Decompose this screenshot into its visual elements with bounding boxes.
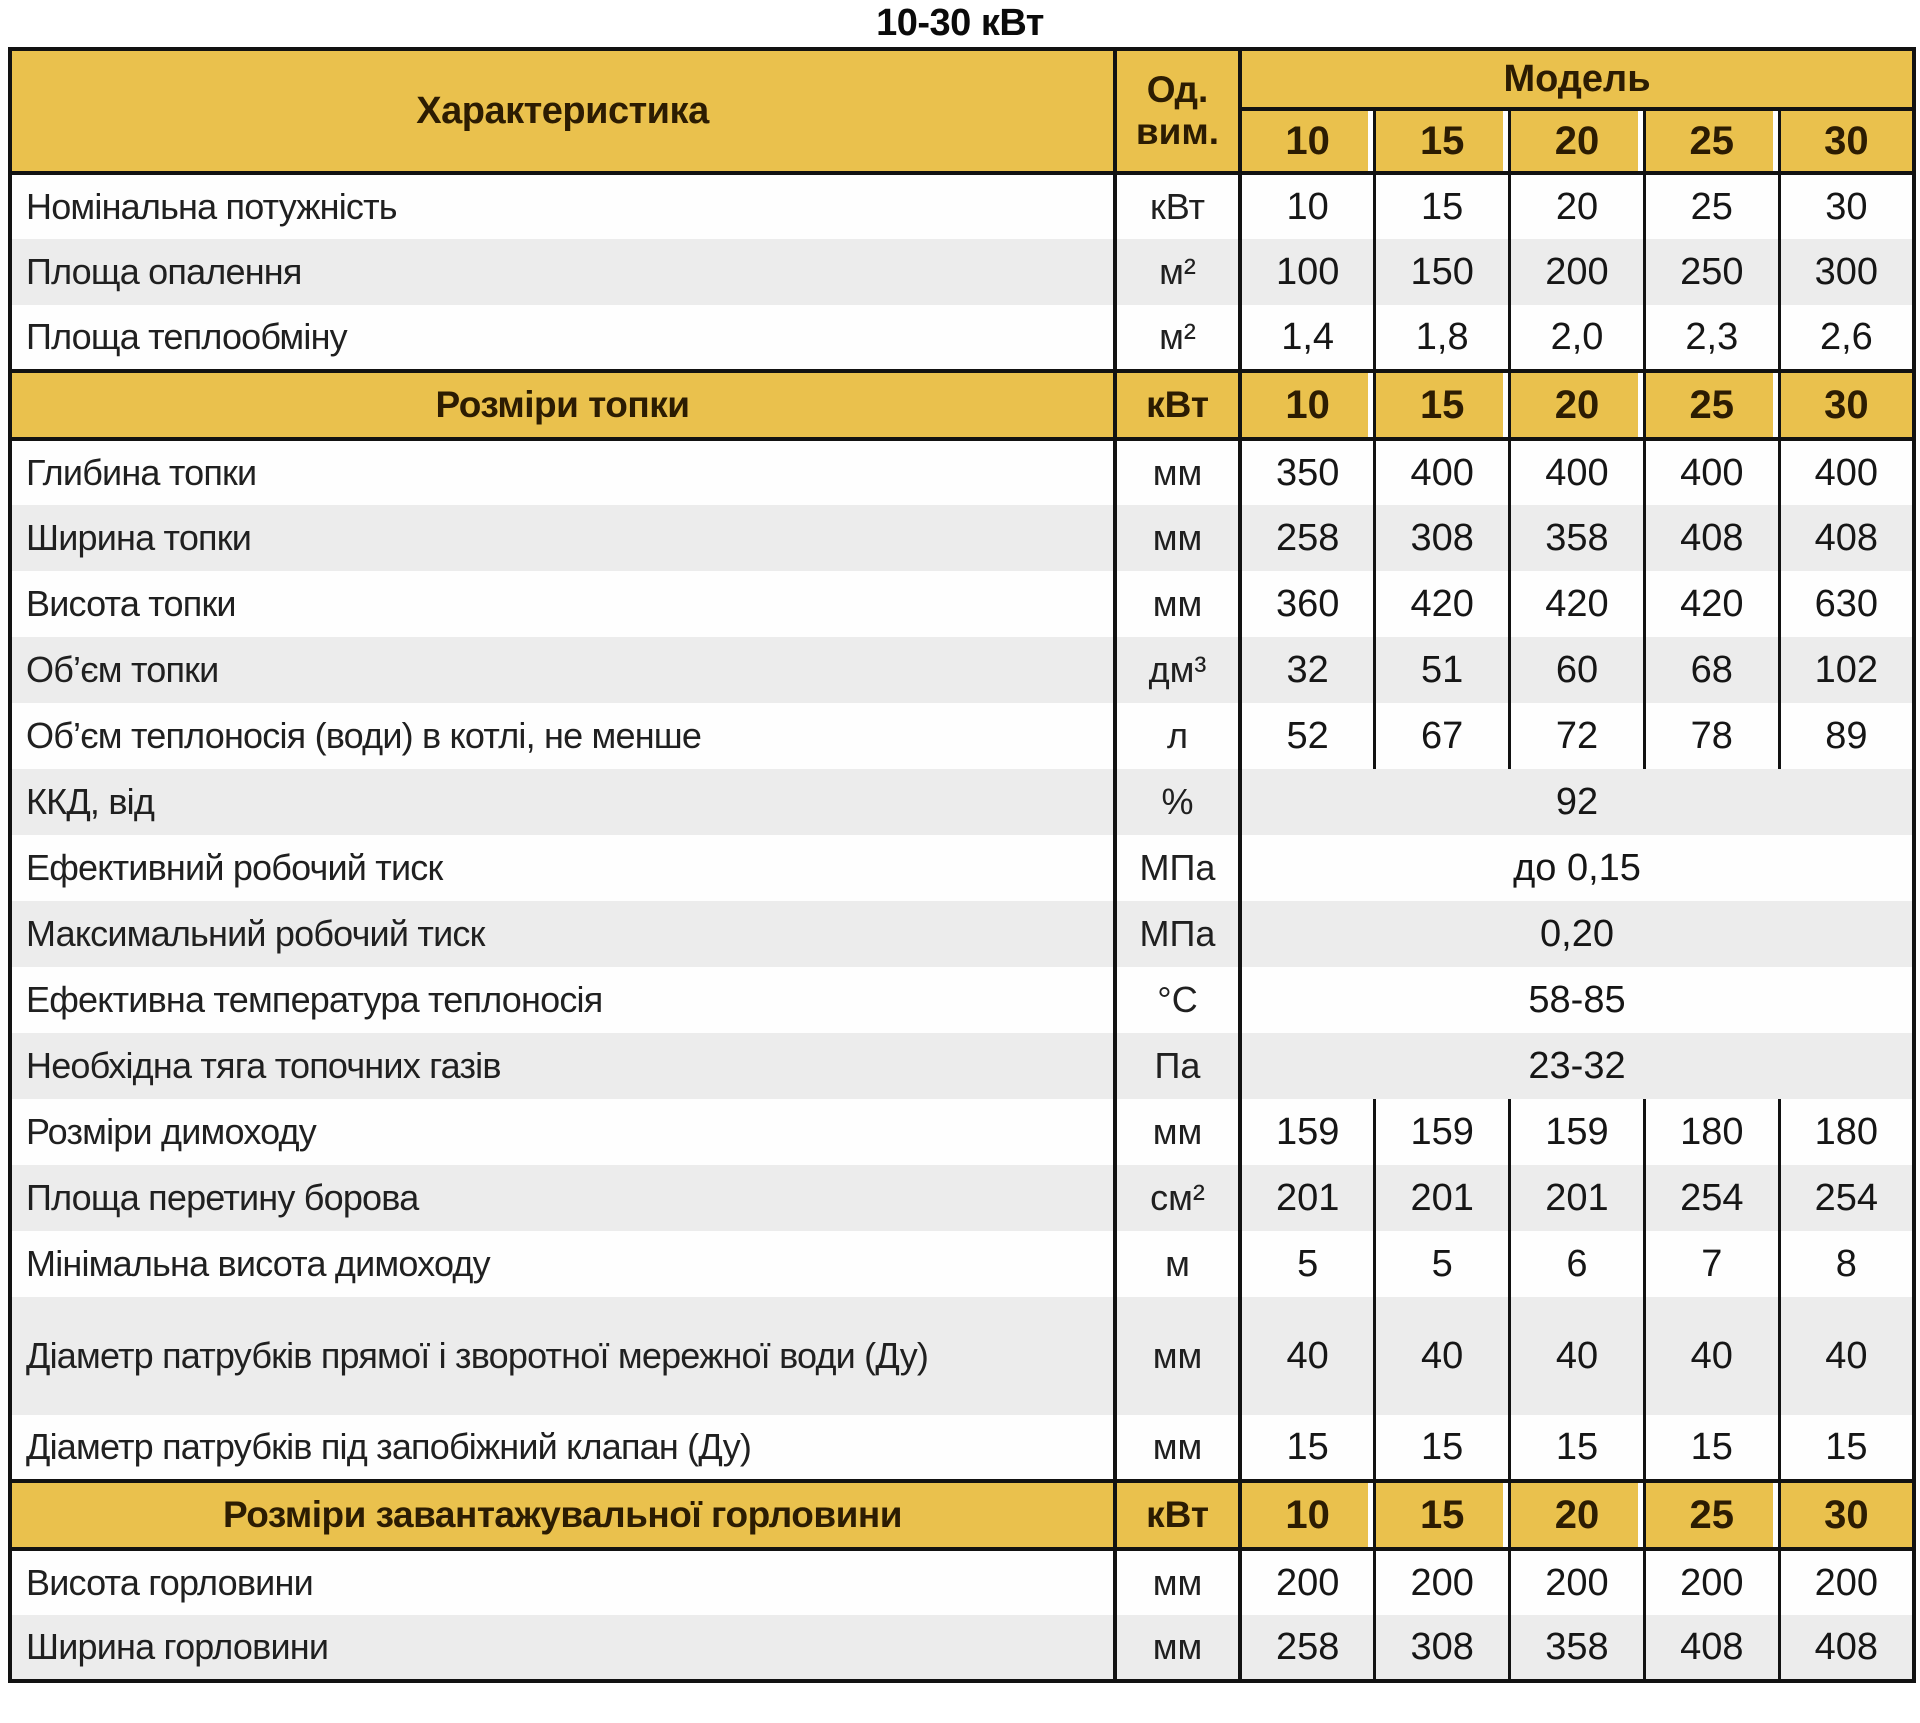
- value-cell: 5: [1375, 1231, 1510, 1297]
- table-row: [10, 1165, 1914, 1231]
- value-cell: 408: [1779, 505, 1914, 571]
- unit-cell: мм: [1115, 1099, 1240, 1165]
- header-row-1: [10, 49, 1914, 109]
- section-model-header: 15: [1375, 371, 1510, 439]
- unit-cell: см²: [1115, 1165, 1240, 1231]
- value-cell: 180: [1779, 1099, 1914, 1165]
- column-header-model-group: Модель: [1240, 49, 1914, 109]
- table-row: [10, 769, 1914, 835]
- row-label: Площа опалення: [26, 251, 302, 292]
- value-cell: 200: [1644, 1549, 1779, 1615]
- value-cell: 200: [1510, 239, 1645, 305]
- value-cell: 52: [1286, 714, 1329, 757]
- value-cell: 400: [1779, 439, 1914, 505]
- table-row: [10, 1099, 1914, 1165]
- unit-cell: °С: [1115, 967, 1240, 1033]
- value-cell: 420: [1510, 571, 1645, 637]
- table-row: [10, 1297, 1914, 1415]
- section-model-header: 25: [1644, 371, 1779, 439]
- unit-cell: кВт: [1115, 173, 1240, 239]
- value-cell: 408: [1779, 1615, 1914, 1681]
- units-header-line2: вим.: [1135, 111, 1220, 152]
- section-title: Розміри топки: [10, 371, 1115, 439]
- section-model-header: 15: [1375, 1481, 1510, 1549]
- value-cell: 1,8: [1375, 305, 1510, 371]
- table-title: 10-30 кВт: [876, 2, 1044, 44]
- row-label: Номінальна потужність: [26, 186, 397, 227]
- value-cell: 159: [1275, 1110, 1340, 1153]
- table-header: [10, 49, 1914, 173]
- section-model-header: 30: [1779, 1481, 1914, 1549]
- merged-value-cell: 58-85: [1528, 978, 1626, 1021]
- value-cell: 358: [1510, 1615, 1645, 1681]
- row-label: Максимальний робочий тиск: [26, 913, 485, 954]
- value-cell: 200: [1510, 1549, 1645, 1615]
- value-cell: 200: [1375, 1549, 1510, 1615]
- table-row: [10, 703, 1914, 769]
- value-cell: 1,4: [1281, 315, 1335, 358]
- table-row: [10, 571, 1914, 637]
- model-column-header: 30: [1779, 109, 1914, 173]
- value-cell: 180: [1644, 1099, 1779, 1165]
- value-cell: 2,3: [1644, 305, 1779, 371]
- row-label: Ширина топки: [26, 517, 251, 558]
- value-cell: 78: [1644, 703, 1779, 769]
- unit-cell: м: [1115, 1231, 1240, 1297]
- column-header-characteristic: Характеристика: [10, 49, 1115, 173]
- merged-value-cell: 0,20: [1540, 912, 1614, 955]
- section-unit: кВт: [1115, 1481, 1240, 1549]
- value-cell: 200: [1275, 1561, 1340, 1604]
- value-cell: 201: [1375, 1165, 1510, 1231]
- value-cell: 408: [1644, 1615, 1779, 1681]
- value-cell: 89: [1779, 703, 1914, 769]
- value-cell: 200: [1779, 1549, 1914, 1615]
- table-row: [10, 505, 1914, 571]
- value-cell: 408: [1644, 505, 1779, 571]
- value-cell: 15: [1286, 1425, 1329, 1468]
- row-label: Ефективна температура теплоносія: [26, 979, 603, 1020]
- unit-cell: мм: [1115, 571, 1240, 637]
- unit-cell: м²: [1115, 239, 1240, 305]
- value-cell: 15: [1644, 1415, 1779, 1481]
- value-cell: 30: [1779, 173, 1914, 239]
- row-label: Необхідна тяга топочних газів: [26, 1045, 501, 1086]
- unit-cell: л: [1115, 703, 1240, 769]
- table-row: [10, 967, 1914, 1033]
- value-cell: 159: [1375, 1099, 1510, 1165]
- row-label: Розміри димоходу: [26, 1111, 316, 1152]
- table-row: [10, 1615, 1914, 1681]
- value-cell: 40: [1644, 1297, 1779, 1415]
- value-cell: 350: [1275, 451, 1340, 494]
- unit-cell: мм: [1115, 439, 1240, 505]
- value-cell: 25: [1644, 173, 1779, 239]
- value-cell: 159: [1510, 1099, 1645, 1165]
- row-label: Ефективний робочий тиск: [26, 847, 443, 888]
- row-label: Площа перетину борова: [26, 1177, 419, 1218]
- value-cell: 420: [1375, 571, 1510, 637]
- value-cell: 32: [1286, 648, 1329, 691]
- unit-cell: м²: [1115, 305, 1240, 371]
- table-row: [10, 901, 1914, 967]
- merged-value-cell: 92: [1555, 780, 1599, 823]
- row-label: Діаметр патрубків прямої і зворотної мережної води (Ду): [26, 1335, 929, 1376]
- unit-cell: мм: [1115, 1415, 1240, 1481]
- row-label: Об’єм теплоносія (води) в котлі, не менше: [26, 715, 702, 756]
- value-cell: 15: [1779, 1415, 1914, 1481]
- section-model-header: 10: [1240, 371, 1375, 439]
- row-label: Висота горловини: [26, 1562, 313, 1603]
- value-cell: 420: [1644, 571, 1779, 637]
- value-cell: 40: [1375, 1297, 1510, 1415]
- value-cell: 60: [1510, 637, 1645, 703]
- value-cell: 150: [1375, 239, 1510, 305]
- section-model-header: 30: [1779, 371, 1914, 439]
- table-row: [10, 1549, 1914, 1615]
- table-row: [10, 1033, 1914, 1099]
- value-cell: 15: [1375, 173, 1510, 239]
- unit-cell: %: [1115, 769, 1240, 835]
- value-cell: 254: [1644, 1165, 1779, 1231]
- row-label: Мінімальна висота димоходу: [26, 1243, 490, 1284]
- row-label: Об’єм топки: [26, 649, 219, 690]
- value-cell: 358: [1510, 505, 1645, 571]
- unit-cell: мм: [1115, 1549, 1240, 1615]
- model-column-header: 15: [1375, 109, 1510, 173]
- value-cell: 258: [1275, 1625, 1340, 1668]
- value-cell: 308: [1375, 505, 1510, 571]
- table-row: [10, 637, 1914, 703]
- value-cell: 630: [1779, 571, 1914, 637]
- row-label: Площа теплообміну: [26, 316, 347, 357]
- value-cell: 102: [1779, 637, 1914, 703]
- table-body: [10, 173, 1914, 1681]
- value-cell: 2,6: [1779, 305, 1914, 371]
- value-cell: 8: [1779, 1231, 1914, 1297]
- unit-cell: дм³: [1115, 637, 1240, 703]
- row-label: Глибина топки: [26, 452, 257, 493]
- value-cell: 250: [1644, 239, 1779, 305]
- value-cell: 258: [1275, 516, 1340, 559]
- value-cell: 400: [1644, 439, 1779, 505]
- table-row: [10, 439, 1914, 505]
- merged-value-cell: до 0,15: [1513, 846, 1641, 889]
- value-cell: 68: [1644, 637, 1779, 703]
- unit-cell: МПа: [1115, 835, 1240, 901]
- table-row: [10, 239, 1914, 305]
- table-row: [10, 173, 1914, 239]
- value-cell: 201: [1275, 1176, 1340, 1219]
- unit-cell: Па: [1115, 1033, 1240, 1099]
- table-row: [10, 835, 1914, 901]
- value-cell: 5: [1297, 1242, 1319, 1285]
- merged-value-cell: 23-32: [1528, 1044, 1626, 1087]
- unit-cell: мм: [1115, 505, 1240, 571]
- value-cell: 40: [1779, 1297, 1914, 1415]
- value-cell: 40: [1510, 1297, 1645, 1415]
- value-cell: 2,0: [1510, 305, 1645, 371]
- table-row: [10, 1415, 1914, 1481]
- row-label: ККД, від: [26, 781, 155, 822]
- section-title: Розміри завантажувальної горловини: [10, 1481, 1115, 1549]
- value-cell: 400: [1375, 439, 1510, 505]
- section-unit: кВт: [1115, 371, 1240, 439]
- value-cell: 51: [1375, 637, 1510, 703]
- model-column-header: 10: [1240, 109, 1375, 173]
- value-cell: 15: [1375, 1415, 1510, 1481]
- value-cell: 254: [1779, 1165, 1914, 1231]
- section-header-row: [10, 371, 1914, 439]
- boiler-spec-table: [8, 47, 1916, 1683]
- value-cell: 6: [1510, 1231, 1645, 1297]
- table-row: [10, 305, 1914, 371]
- section-header-row: [10, 1481, 1914, 1549]
- table-row: [10, 1231, 1914, 1297]
- value-cell: 67: [1375, 703, 1510, 769]
- value-cell: 20: [1510, 173, 1645, 239]
- value-cell: 40: [1286, 1334, 1329, 1377]
- value-cell: 360: [1275, 582, 1340, 625]
- value-cell: 7: [1644, 1231, 1779, 1297]
- column-header-units: [1115, 49, 1240, 173]
- row-label: Ширина горловини: [26, 1626, 329, 1667]
- unit-cell: мм: [1115, 1297, 1240, 1415]
- model-column-header: 25: [1644, 109, 1779, 173]
- row-label: Висота топки: [26, 583, 236, 624]
- value-cell: 400: [1510, 439, 1645, 505]
- value-cell: 15: [1510, 1415, 1645, 1481]
- value-cell: 100: [1275, 250, 1340, 293]
- row-label: Діаметр патрубків під запобіжний клапан (Ду): [26, 1426, 752, 1467]
- value-cell: 10: [1286, 185, 1329, 228]
- section-model-header: 20: [1510, 371, 1645, 439]
- value-cell: 308: [1375, 1615, 1510, 1681]
- unit-cell: МПа: [1115, 901, 1240, 967]
- section-model-header: 25: [1644, 1481, 1779, 1549]
- section-model-header: 20: [1510, 1481, 1645, 1549]
- units-header-line1: Од.: [1146, 69, 1209, 110]
- model-column-header: 20: [1510, 109, 1645, 173]
- value-cell: 201: [1510, 1165, 1645, 1231]
- section-model-header: 10: [1240, 1481, 1375, 1549]
- value-cell: 300: [1779, 239, 1914, 305]
- value-cell: 72: [1510, 703, 1645, 769]
- unit-cell: мм: [1115, 1615, 1240, 1681]
